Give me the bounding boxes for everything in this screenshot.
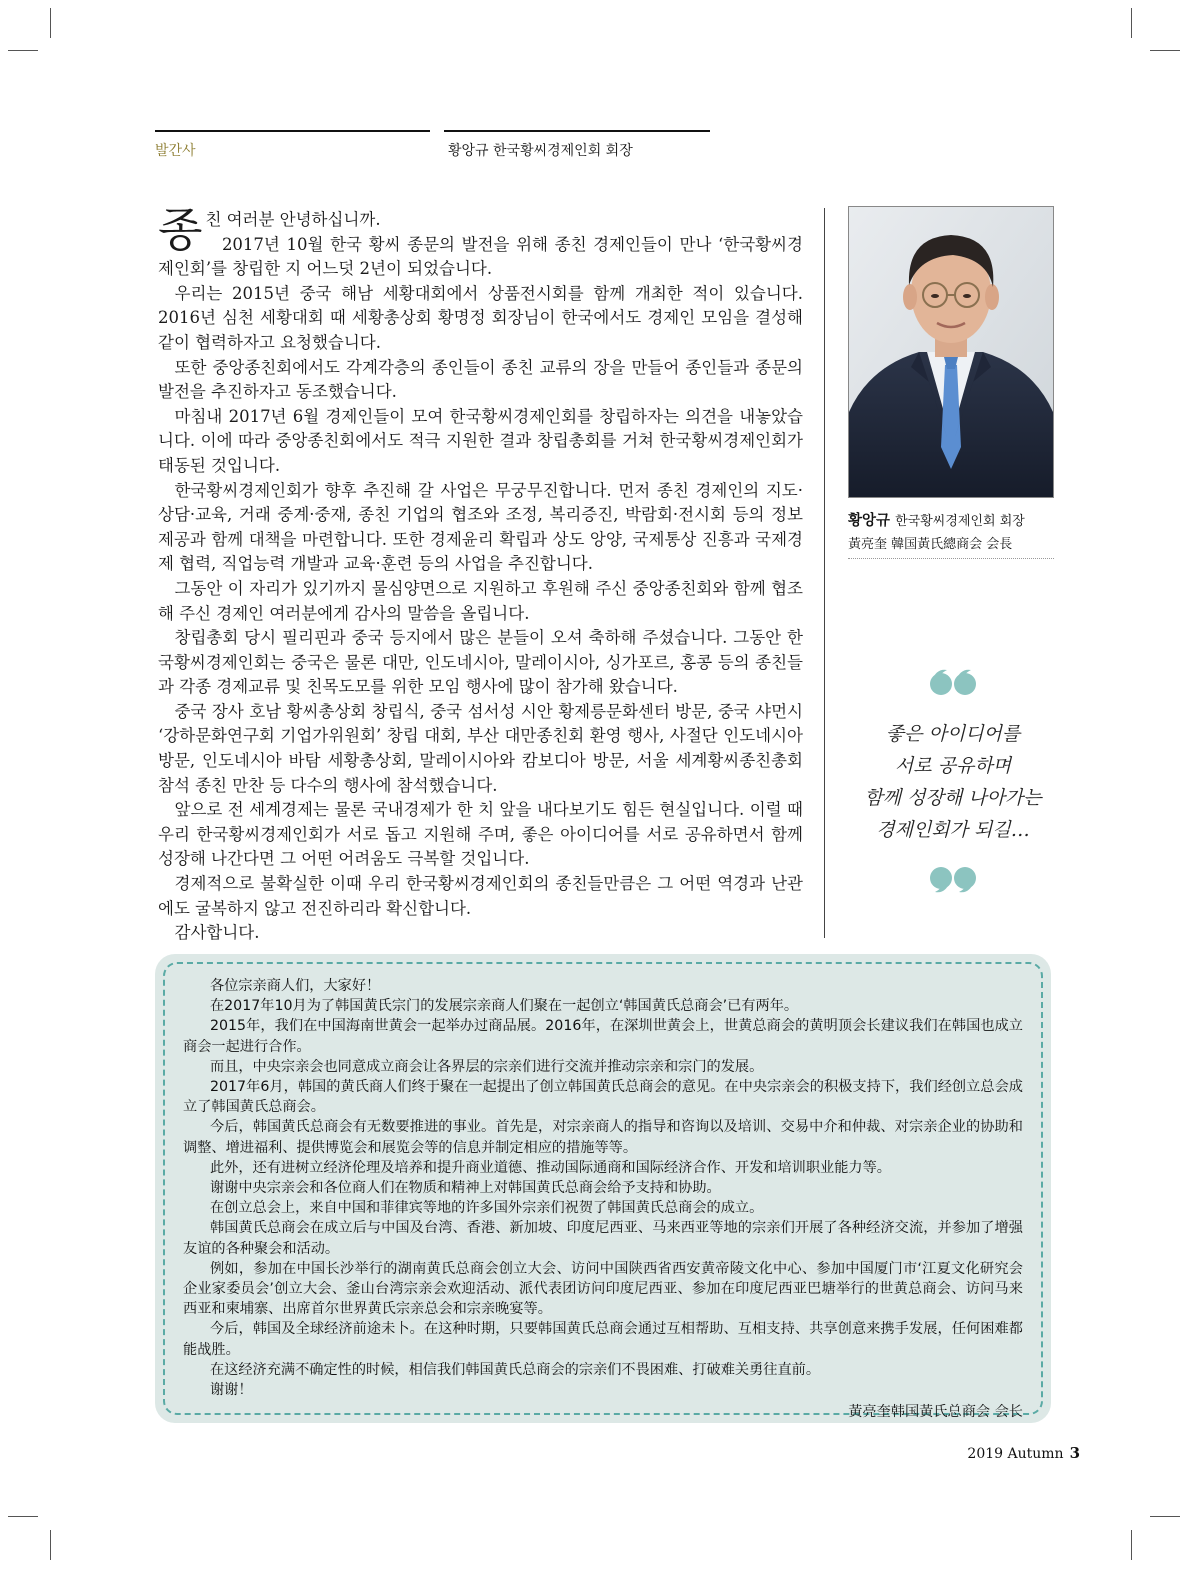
chinese-paragraph: 在创立总会上，来自中国和菲律宾等地的许多国外宗亲们祝贺了韩国黄氏总商会的成立。 bbox=[209, 1200, 764, 1217]
caption-name: 황앙규 bbox=[848, 513, 891, 529]
caption-chinese: 黃亮奎 韓国黃氏總商会 会長 bbox=[848, 537, 1013, 552]
article-paragraph: 창립총회 당시 필리핀과 중국 등지에서 많은 분들이 오셔 축하해 주셨습니다. 그동안 한국황씨경제인회는 중국은 물론 대만, 인도네시아, 말레이시아, 싱가포르, 홍콩 등의 종친들과 각종 경제교류 및 친목도모를 위한 모임 행사에 많이 참가해 왔습니다. bbox=[158, 628, 803, 697]
pull-quote bbox=[838, 718, 1068, 846]
chinese-paragraph: 谢谢中央宗亲会和各位商人们在物质和精神上对韩国黄氏总商会给予支持和协助。 bbox=[209, 1180, 721, 1197]
crop-mark bbox=[1131, 1530, 1132, 1560]
page-number: 3 bbox=[1069, 1444, 1080, 1462]
crop-mark bbox=[1150, 50, 1180, 51]
pull-quote-line: 서로 공유하며 bbox=[894, 755, 1012, 777]
article-paragraph: 종친 여러분 안녕하십니까. bbox=[158, 203, 381, 257]
close-quote-icon bbox=[929, 866, 977, 894]
chinese-paragraph: 今后，韩国及全球经济前途未卜。在这种时期，只要韩国黄氏总商会通过互相帮助、互相支持、共享创意来携手发展，任何困难都能战胜。 bbox=[183, 1321, 1023, 1358]
section-label: 발간사 bbox=[155, 143, 196, 159]
chinese-paragraph: 在2017年10月为了韩国黄氏宗门的发展宗亲商人们聚在一起创立‘韩国黄氏总商会’已有两年。 bbox=[209, 998, 799, 1015]
portrait-photo bbox=[848, 206, 1054, 498]
photo-caption bbox=[848, 508, 1058, 556]
article-paragraph: 감사합니다. bbox=[174, 923, 260, 943]
article-paragraph: 앞으로 전 세계경제는 물론 국내경제가 한 치 앞을 내다보기도 힘든 현실입니다. 이럴 때 우리 한국황씨경제인회가 서로 돕고 지원해 주며, 좋은 아이디어를 서로 공유하면서 함께 성장해 나간다면 그 어떤 어려움도 극복할 것입니다. bbox=[158, 800, 803, 869]
article-paragraph: 마침내 2017년 6월 경제인들이 모여 한국황씨경제인회를 창립하자는 의견을 내놓았습니다. 이에 따라 중앙종친회에서도 적극 지원한 결과 창립총회를 거쳐 한국황씨경제인회가 태동된 것입니다. bbox=[158, 406, 803, 475]
article-paragraph: 우리는 2015년 중국 해남 세황대회에서 상품전시회를 함께 개최한 적이 있습니다. 2016년 심천 세황대회 때 세황총상회 황명정 회장님이 한국에서도 경제인 모임을 결성해 같이 협력하자고 요청했습니다. bbox=[158, 283, 803, 352]
crop-mark bbox=[50, 1530, 51, 1560]
caption-title: 한국황씨경제인회 회장 bbox=[895, 514, 1025, 529]
caption-divider bbox=[848, 558, 1054, 559]
chinese-translation-inner bbox=[163, 962, 1043, 1421]
article-body bbox=[158, 203, 803, 946]
chinese-paragraph: 此外，还有进树立经济伦理及培养和提升商业道德、推动国际通商和国际经济合作、开发和培训职业能力等。 bbox=[209, 1159, 891, 1176]
page-footer bbox=[967, 1444, 1080, 1462]
header-author: 황앙규 한국황씨경제인회 회장 bbox=[448, 143, 633, 159]
chinese-paragraph: 例如，参加在中国长沙举行的湖南黄氏总商会创立大会、访问中国陕西省西安黄帝陵文化中心、参加中国厦门市‘江夏文化研究会企业家委员会’创立大会、釜山台湾宗亲会欢迎活动、派代表团访问印度尼西亚、参加在印度尼西亚巴塘举行的世黄总商会、访问马来西亚和柬埔寨、出席首尔世界黄氏宗亲总会和宗亲晚宴等。 bbox=[183, 1260, 1023, 1318]
chinese-paragraph: 今后，韩国黄氏总商会有无数要推进的事业。首先是，对宗亲商人的指导和咨询以及培训、交易中介和仲裁、对宗亲企业的协助和调整、增进福利、提供博览会和展览会等的信息并制定相应的措施等等。 bbox=[183, 1119, 1023, 1156]
header-rule-right bbox=[444, 130, 710, 132]
chinese-paragraph: 各位宗亲商人们，大家好！ bbox=[209, 978, 381, 994]
crop-mark bbox=[8, 50, 38, 51]
issue-label: 2019 Autumn bbox=[967, 1446, 1064, 1462]
chinese-paragraph: 韩国黄氏总商会在成立后与中国及台湾、香港、新加坡、印度尼西亚、马来西亚等地的宗亲们开展了各种经济交流，并参加了增强友谊的各种聚会和活动。 bbox=[183, 1220, 1023, 1257]
article-paragraph: 한국황씨경제인회가 향후 추진해 갈 사업은 무궁무진합니다. 먼저 종친 경제인의 지도·상담·교육, 거래 중계·중재, 종친 기업의 협조와 조정, 복리증진, 박람회·전시회 등의 정보 제공과 함께 대책을 마련합니다. 또한 경제윤리 확립과 상도 앙양, 국제통상 진흥과 국제경제 협력, 직업능력 개발과 교육·훈련 등의 사업을 추진합니다. bbox=[158, 480, 803, 574]
column-divider bbox=[824, 208, 825, 938]
chinese-paragraph: 2017年6月，韩国的黄氏商人们终于聚在一起提出了创立韩国黄氏总商会的意见。在中央宗亲会的积极支持下，我们经创立总会成立了韩国黄氏总商会。 bbox=[183, 1079, 1023, 1116]
header-rule-left bbox=[155, 130, 430, 132]
chinese-paragraph: 2015年，我们在中国海南世黄会一起举办过商品展。2016年，在深圳世黄会上，世黄总商会的黄明顶会长建议我们在韩国也成立商会一起进行合作。 bbox=[183, 1018, 1023, 1055]
chinese-translation-box bbox=[155, 954, 1051, 1423]
open-quote-icon bbox=[929, 668, 977, 696]
chinese-signature: 黃亮奎韩国黃氏总商会 会长 bbox=[848, 1404, 1023, 1421]
article-paragraph: 2017년 10월 한국 황씨 종문의 발전을 위해 종친 경제인들이 만나 ‘한국황씨경제인회’를 창립한 지 어느덧 2년이 되었습니다. bbox=[158, 234, 803, 279]
article-paragraph: 경제적으로 불확실한 이때 우리 한국황씨경제인회의 종친들만큼은 그 어떤 역경과 난관에도 굴복하지 않고 전진하리라 확신합니다. bbox=[158, 874, 803, 918]
article-paragraph: 그동안 이 자리가 있기까지 물심양면으로 지원하고 후원해 주신 중앙종친회와 함께 협조해 주신 경제인 여러분에게 감사의 말씀을 올립니다. bbox=[158, 578, 803, 623]
article-paragraph: 또한 중앙종친회에서도 각계각층의 종인들이 종친 교류의 장을 만들어 종인들과 종문의 발전을 추진하자고 동조했습니다. bbox=[158, 357, 803, 402]
crop-mark bbox=[50, 8, 51, 38]
crop-mark bbox=[1150, 1516, 1180, 1517]
pull-quote-line: 경제인회가 되길… bbox=[876, 819, 1030, 841]
crop-mark bbox=[8, 1516, 38, 1517]
chinese-paragraph: 谢谢！ bbox=[209, 1382, 253, 1399]
article-paragraph: 중국 장사 호남 황씨총상회 창립식, 중국 섬서성 시안 황제릉문화센터 방문, 중국 샤먼시 ‘강하문화연구회 기업가위원회’ 창립 대회, 부산 대만종친회 환영 행사, 사절단 인도네시아 방문, 인도네시아 바탐 세황총상회, 말레이시아와 캄보디아 방문, 서울 세계황씨종친총회 참석 종친 만찬 등 다수의 행사에 참석했습니다. bbox=[158, 701, 803, 795]
chinese-paragraph: 在这经济充满不确定性的时候，相信我们韩国黄氏总商会的宗亲们不畏困难、打破难关勇往直前。 bbox=[209, 1361, 821, 1378]
drop-cap: 종 bbox=[158, 203, 203, 257]
pull-quote-line: 함께 성장해 나아가는 bbox=[864, 787, 1042, 809]
chinese-paragraph: 而且，中央宗亲会也同意成立商会让各界层的宗亲们进行交流并推动宗亲和宗门的发展。 bbox=[209, 1058, 764, 1075]
pull-quote-line: 좋은 아이디어를 bbox=[885, 723, 1021, 745]
crop-mark bbox=[1131, 8, 1132, 38]
